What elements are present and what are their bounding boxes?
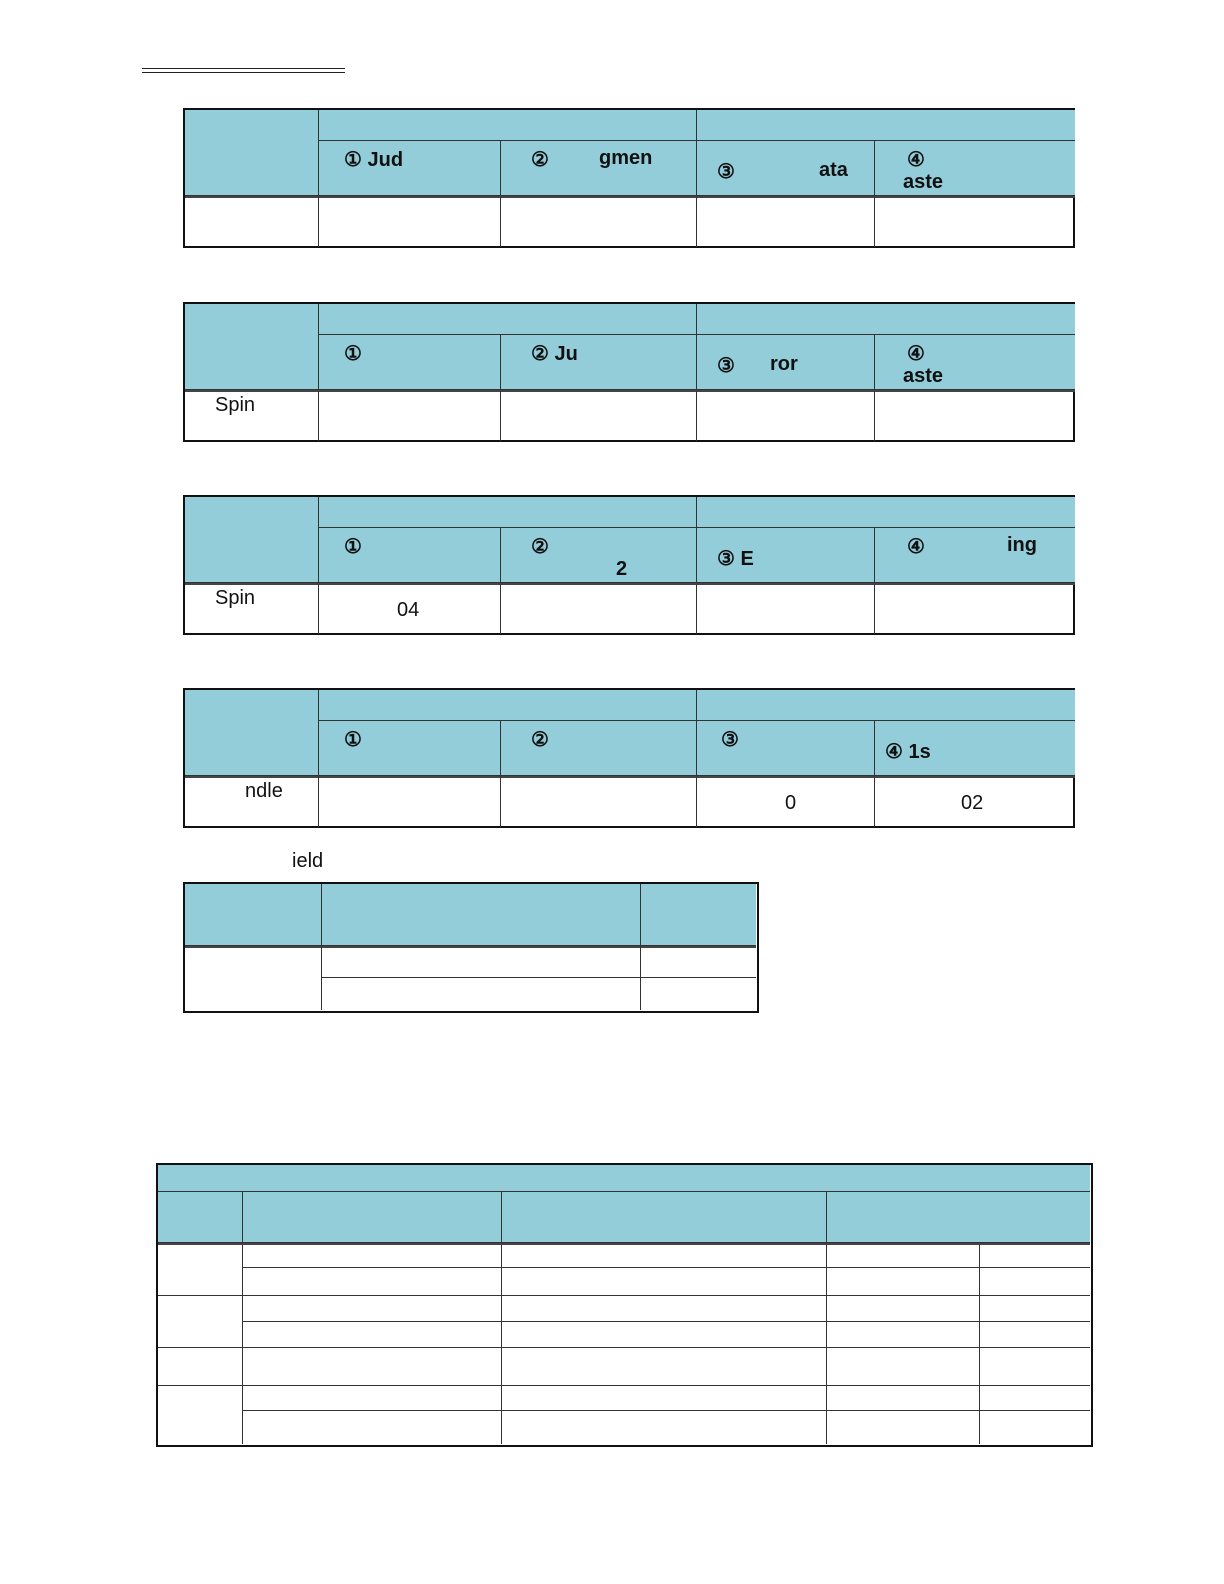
summary-cell (980, 1322, 1090, 1348)
yield-title: ield (292, 850, 324, 872)
summary-cell (980, 1243, 1090, 1268)
summary-cell (827, 1243, 980, 1268)
yield-row-label (185, 946, 322, 1010)
group-header-right (697, 304, 1075, 335)
summary-cell (980, 1411, 1090, 1444)
summary-cell (243, 1348, 502, 1386)
summary-header-3 (502, 1192, 827, 1243)
summary-cell (827, 1268, 980, 1296)
value-cell (501, 583, 697, 634)
summary-cell (243, 1243, 502, 1268)
summary-header-1 (158, 1192, 243, 1243)
value-cell (501, 776, 697, 827)
inspection-table-4 (183, 688, 1075, 828)
summary-group-label (158, 1296, 243, 1348)
group-header-right (697, 110, 1075, 141)
value-cell (501, 196, 697, 247)
group-header-right (697, 497, 1075, 528)
row-header-cell (185, 304, 319, 390)
summary-group-label (158, 1243, 243, 1296)
summary-cell (502, 1411, 827, 1444)
summary-cell (243, 1296, 502, 1322)
summary-header-4 (827, 1192, 1090, 1243)
summary-cell (243, 1268, 502, 1296)
row-label-cell: Spin (185, 390, 319, 441)
yield-cell (322, 978, 641, 1010)
col-header-3: ③ ror (697, 335, 875, 390)
col-header-4: ④ ing (875, 528, 1075, 583)
value-cell: 02 (875, 776, 1075, 827)
col-header-1: ① Jud (319, 141, 501, 196)
yield-header-3 (641, 884, 756, 946)
col-header-3: ③ (697, 721, 875, 776)
summary-header-2 (243, 1192, 502, 1243)
summary-title-bar (158, 1165, 1090, 1192)
summary-cell (980, 1296, 1090, 1322)
col-header-2: ② gmen (501, 141, 697, 196)
col-header-1: ① (319, 528, 501, 583)
group-header-left (319, 110, 697, 141)
col-header-2: ② Ju (501, 335, 697, 390)
inspection-table-2 (183, 302, 1075, 442)
value-cell (875, 583, 1075, 634)
summary-cell (502, 1243, 827, 1268)
yield-cell (641, 978, 756, 1010)
summary-cell (827, 1348, 980, 1386)
summary-cell (827, 1296, 980, 1322)
col-header-3: ③ ata (697, 141, 875, 196)
value-cell: 04 (319, 583, 501, 634)
summary-cell (502, 1296, 827, 1322)
summary-cell (980, 1268, 1090, 1296)
group-header-left (319, 690, 697, 721)
summary-cell (243, 1386, 502, 1411)
value-cell (875, 196, 1075, 247)
summary-group-label (158, 1386, 243, 1444)
group-header-left (319, 497, 697, 528)
row-header-cell (185, 110, 319, 196)
value-cell: 0 (697, 776, 875, 827)
value-cell (697, 196, 875, 247)
col-header-4: ④ aste (875, 141, 1075, 196)
summary-group-label (158, 1348, 243, 1386)
inspection-table-3 (183, 495, 1075, 635)
yield-header-2 (322, 884, 641, 946)
summary-cell (980, 1386, 1090, 1411)
summary-cell (980, 1348, 1090, 1386)
summary-cell (502, 1386, 827, 1411)
row-label-cell: ndle (185, 776, 319, 827)
value-cell (319, 390, 501, 441)
summary-cell (243, 1322, 502, 1348)
col-header-3: ③ E (697, 528, 875, 583)
summary-cell (502, 1348, 827, 1386)
col-header-1: ① (319, 721, 501, 776)
value-cell (319, 196, 501, 247)
value-cell (875, 390, 1075, 441)
col-header-2: ② 2 (501, 528, 697, 583)
row-label-cell: Spin (185, 583, 319, 634)
group-header-right (697, 690, 1075, 721)
summary-cell (243, 1411, 502, 1444)
row-header-cell (185, 690, 319, 776)
row-header-cell (185, 497, 319, 583)
summary-table (156, 1163, 1093, 1447)
value-cell (319, 776, 501, 827)
value-cell (697, 583, 875, 634)
summary-cell (827, 1411, 980, 1444)
col-header-2: ② (501, 721, 697, 776)
summary-cell (827, 1322, 980, 1348)
summary-cell (502, 1268, 827, 1296)
yield-cell (322, 946, 641, 978)
yield-cell (641, 946, 756, 978)
inspection-table-1 (183, 108, 1075, 248)
summary-cell (827, 1386, 980, 1411)
col-header-4: ④ aste (875, 335, 1075, 390)
top-heading-rule (142, 68, 345, 73)
yield-header-1 (185, 884, 322, 946)
yield-table (183, 882, 759, 1013)
value-cell (697, 390, 875, 441)
summary-cell (502, 1322, 827, 1348)
row-label-cell (185, 196, 319, 247)
group-header-left (319, 304, 697, 335)
col-header-1: ① (319, 335, 501, 390)
col-header-4: ④ 1s (875, 721, 1075, 776)
value-cell (501, 390, 697, 441)
